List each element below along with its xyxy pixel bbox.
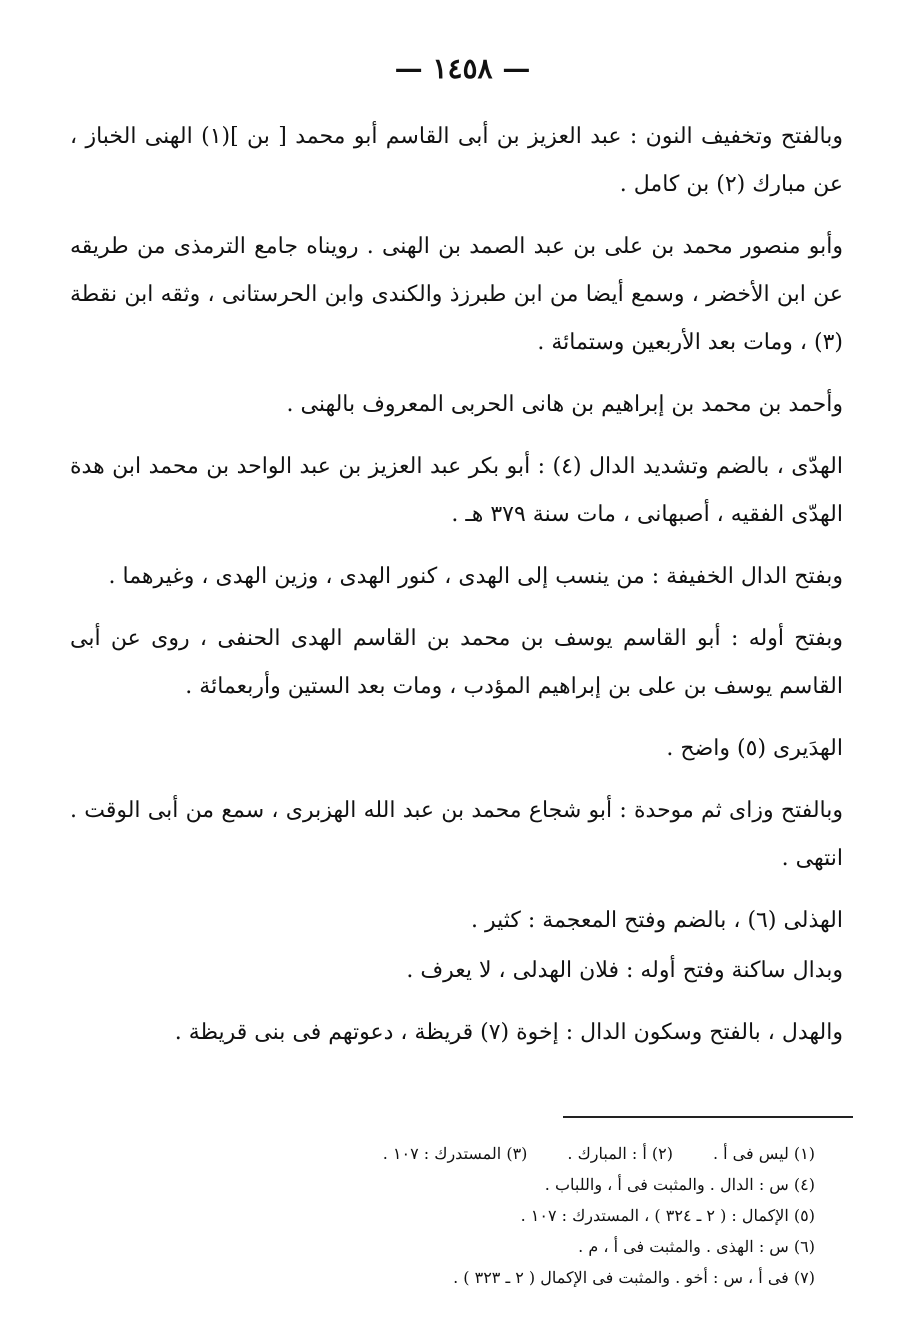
paragraph: وبالفتح وتخفيف النون : عبد العزيز بن أبى القاسم أبو محمد [ بن ](١) الهنى الخباز ، عن مبارك (٢) بن كامل .: [70, 124, 843, 197]
paragraph: وبفتح الدال الخفيفة : من ينسب إلى الهدى ، كنور الهدى ، وزين الهدى ، وغيرهما .: [108, 564, 843, 589]
body-text: [70, 113, 855, 1057]
footnotes: [195, 1138, 815, 1293]
paragraph: والهدل ، بالفتح وسكون الدال : إخوة (٧) قريظة ، دعوتهم فى بنى قريظة .: [174, 1020, 843, 1045]
footnote: (٣) المستدرك : ١٠٧ .: [382, 1144, 528, 1163]
footnote-row: [195, 1138, 815, 1169]
paragraph: وبالفتح وزاى ثم موحدة : أبو شجاع محمد بن عبد الله الهزبرى ، سمع من أبى الوقت . انتهى .: [70, 798, 843, 871]
page-number: — ١٤٥٨ —: [394, 52, 531, 85]
footnote: (٦) س : الهذى . والمثبت فى أ ، م .: [578, 1237, 815, 1256]
footnote: (٤) س : الدال . والمثبت فى أ ، واللباب .: [544, 1175, 815, 1194]
paragraph: وبدال ساكنة وفتح أوله : فلان الهدلى ، لا يعرف .: [406, 958, 843, 983]
paragraph: وبفتح أوله : أبو القاسم يوسف بن محمد بن القاسم الهدى الحنفى ، روى عن أبى القاسم يوسف بن على بن إبراهيم المؤدب ، ومات بعد الستين وأربعمائة .: [70, 626, 843, 699]
paragraph: وأحمد بن محمد بن إبراهيم بن هانى الحربى المعروف بالهنى .: [286, 392, 843, 417]
paragraph: الهدّى ، بالضم وتشديد الدال (٤) : أبو بكر عبد العزيز بن عبد الواحد بن محمد ابن هدة الهدّى الفقيه ، أصبهانى ، مات سنة ٣٧٩ هـ .: [70, 454, 843, 527]
footnote: (٧) فى أ ، س : أخو . والمثبت فى الإكمال ( ٢ ـ ٣٢٣ ) .: [453, 1268, 815, 1287]
footnote: (٥) الإكمال : ( ٢ ـ ٣٢٤ ) ، المستدرك : ١٠٧ .: [520, 1206, 815, 1225]
paragraph: الهدَيرى (٥) واضح .: [666, 736, 843, 761]
footnote: (١) ليس فى أ .: [712, 1144, 815, 1163]
footnote-divider: [563, 1116, 853, 1118]
paragraph: الهذلى (٦) ، بالضم وفتح المعجمة : كثير .: [471, 908, 843, 933]
paragraph: وأبو منصور محمد بن على بن عبد الصمد بن الهنى . رويناه جامع الترمذى من طريقه عن ابن الأخضر ، وسمع أيضا من ابن طبرزذ والكندى وابن الحرستانى ، وثقه ابن نقطة (٣) ، ومات بعد الأربعين وستمائة .: [70, 234, 843, 355]
footnote: (٢) أ : المبارك .: [567, 1144, 673, 1163]
